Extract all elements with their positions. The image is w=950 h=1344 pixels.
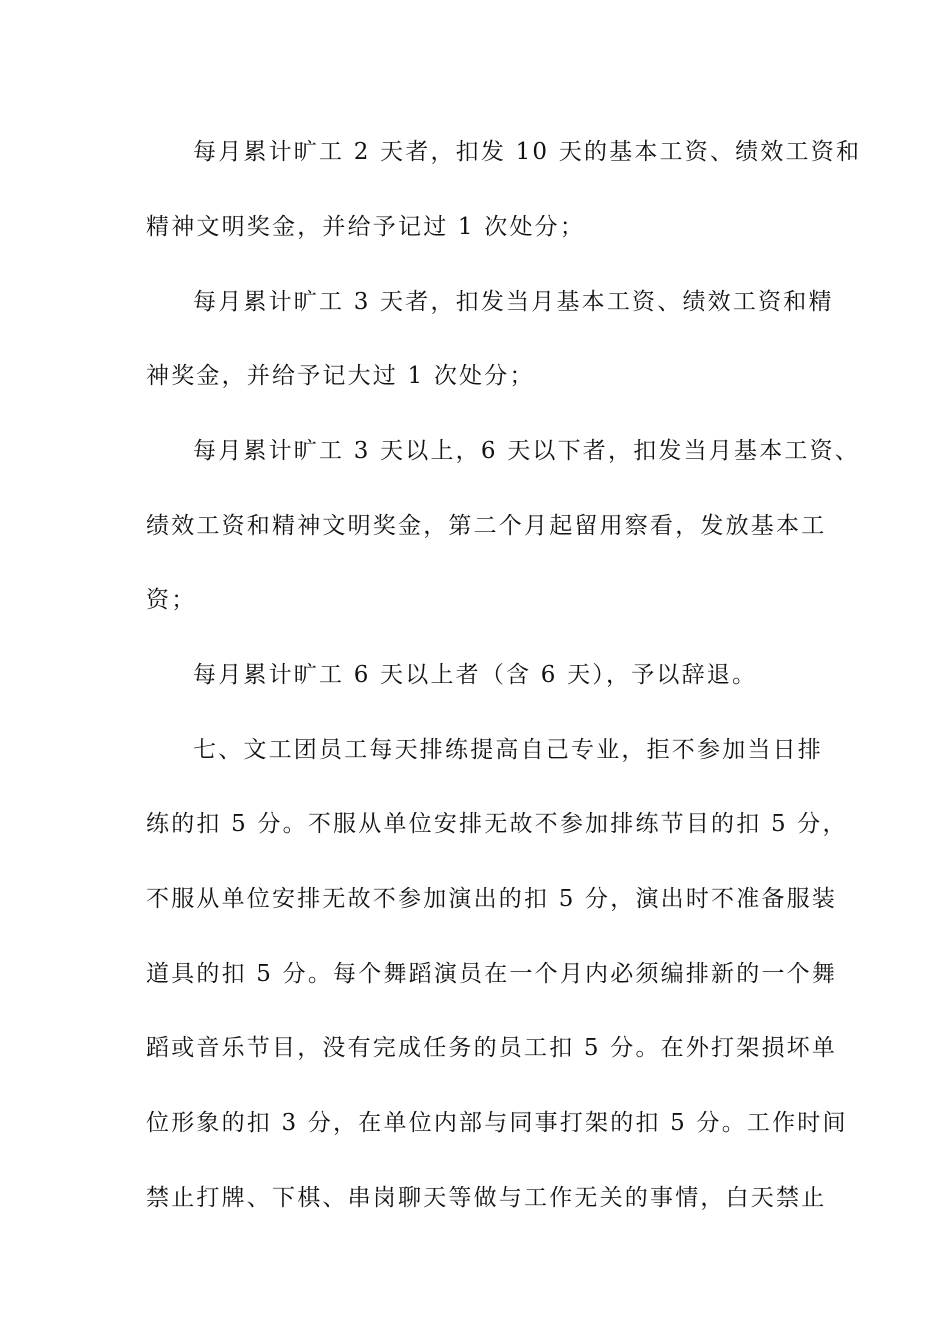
text-line: 每月累计旷工 3 天者，扣发当月基本工资、绩效工资和精: [193, 289, 834, 315]
text-line: 练的扣 5 分。不服从单位安排无故不参加排练节目的扣 5 分，: [146, 811, 848, 837]
text-line: 绩效工资和精神文明奖金，第二个月起留用察看，发放基本工: [146, 513, 827, 539]
text-line: 七、文工团员工每天排练提高自己专业，拒不参加当日排: [193, 737, 823, 763]
text-line: 资；: [146, 587, 197, 613]
text-line: 蹈或音乐节目，没有完成任务的员工扣 5 分。在外打架损坏单: [146, 1035, 838, 1061]
text-line: 位形象的扣 3 分，在单位内部与同事打架的扣 5 分。工作时间: [146, 1110, 848, 1136]
text-line: 每月累计旷工 3 天以上，6 天以下者，扣发当月基本工资、: [193, 438, 860, 464]
text-line: 每月累计旷工 2 天者，扣发 10 天的基本工资、绩效工资和: [193, 139, 862, 165]
text-line: 道具的扣 5 分。每个舞蹈演员在一个月内必须编排新的一个舞: [146, 961, 838, 987]
text-line: 每月累计旷工 6 天以上者（含 6 天），予以辞退。: [193, 662, 758, 688]
text-line: 不服从单位安排无故不参加演出的扣 5 分，演出时不准备服装: [146, 886, 838, 912]
text-line: 神奖金，并给予记大过 1 次处分；: [146, 363, 535, 389]
text-line: 精神文明奖金，并给予记过 1 次处分；: [146, 214, 586, 240]
text-line: 禁止打牌、下棋、串岗聊天等做与工作无关的事情，白天禁止: [146, 1185, 827, 1211]
